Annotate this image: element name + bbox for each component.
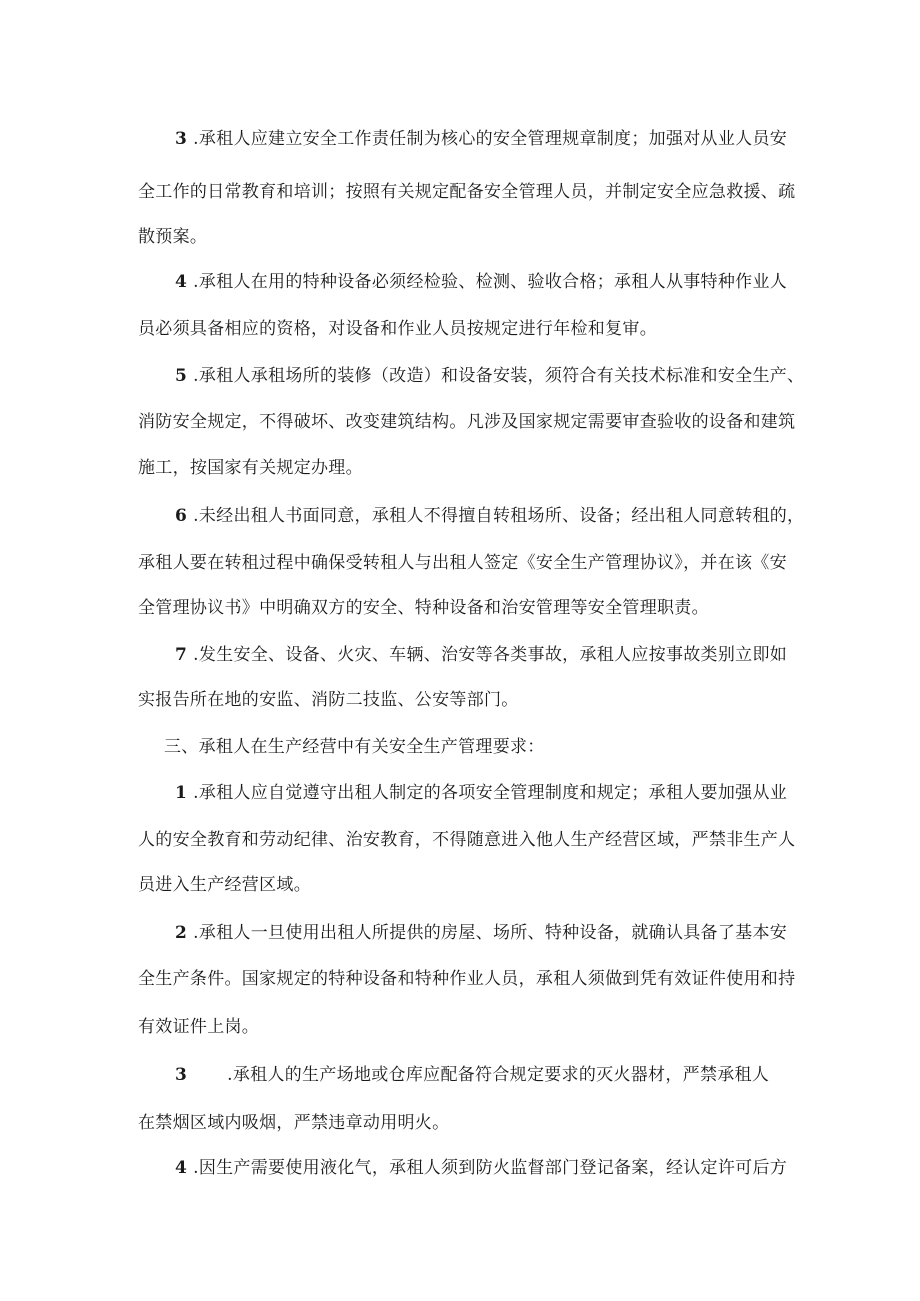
line-text: .未经出租人书面同意，承租人不得擅自转租场所、设备；经出租人同意转租的，	[193, 506, 805, 526]
item-number: 4	[175, 272, 188, 292]
line-text: 承租人要在转租过程中确保受转租人与出租人签定《安全生产管理协议》，并在该《安	[138, 553, 787, 573]
line-text: 三、承租人在生产经营中有关安全生产管理要求：	[164, 737, 545, 757]
paragraph-line	[175, 365, 804, 387]
paragraph-line	[138, 597, 709, 619]
line-text: .承租人承租场所的装修（改造）和设备安装，须符合有关技术标准和安全生产、	[193, 366, 805, 386]
paragraph-line	[175, 922, 787, 944]
line-text: 有效证件上岗。	[138, 1017, 260, 1037]
paragraph-line	[138, 968, 795, 990]
item-number: 6	[175, 506, 188, 526]
line-text: .承租人在用的特种设备必须经检验、检测、验收合格；承租人从事特种作业人	[193, 272, 788, 292]
line-text: .承租人应建立安全工作责任制为核心的安全管理规章制度；加强对从业人员安	[193, 129, 788, 149]
paragraph-line	[138, 552, 787, 574]
paragraph-line	[175, 128, 787, 150]
paragraph-line	[138, 829, 795, 851]
paragraph-line	[138, 318, 657, 340]
paragraph-line	[138, 226, 207, 248]
item-number: 5	[175, 366, 188, 386]
line-text: .承租人的生产场地或仓库应配备符合规定要求的灭火器材，严禁承租人	[227, 1065, 770, 1085]
line-text: 员进入生产经营区域。	[138, 875, 311, 895]
item-number: 3	[175, 1065, 188, 1085]
line-text: 全管理协议书》中明确双方的安全、特种设备和治安管理等安全管理职责。	[138, 598, 709, 618]
line-text: 消防安全规定，不得破坏、改变建筑结构。凡涉及国家规定需要审查验收的设备和建筑	[138, 412, 796, 432]
line-text: 在禁烟区域内吸烟，严禁违章动用明火。	[138, 1113, 450, 1133]
item-number: 3	[175, 129, 188, 149]
line-text: .因生产需要使用液化气，承租人须到防火监督部门登记备案，经认定许可后方	[193, 1158, 788, 1178]
paragraph-line	[175, 782, 787, 804]
paragraph-line	[138, 689, 519, 711]
paragraph-line	[138, 457, 363, 479]
item-number: 4	[175, 1158, 188, 1178]
paragraph-line	[138, 1016, 259, 1038]
line-text: .承租人一旦使用出租人所提供的房屋、场所、特种设备，就确认具备了基本安	[193, 923, 788, 943]
paragraph-line	[138, 181, 795, 203]
paragraph-line	[175, 1157, 787, 1179]
line-text: 散预案。	[138, 227, 208, 247]
paragraph-line	[175, 271, 787, 293]
line-text: 施工，按国家有关规定办理。	[138, 458, 363, 478]
section-heading	[164, 736, 545, 758]
line-text: .承租人应自觉遵守出租人制定的各项安全管理制度和规定；承租人要加强从业	[193, 783, 788, 803]
line-text: 员必须具备相应的资格，对设备和作业人员按规定进行年检和复审。	[138, 319, 657, 339]
paragraph-line	[138, 411, 795, 433]
line-text: 全生产条件。国家规定的特种设备和特种作业人员，承租人须做到凭有效证件使用和持	[138, 969, 796, 989]
paragraph-line	[138, 874, 311, 896]
line-text: 人的安全教育和劳动纪律、治安教育，不得随意进入他人生产经营区域，严禁非生产人	[138, 830, 796, 850]
item-number: 1	[175, 783, 188, 803]
line-text: 实报告所在地的安监、消防二技监、公安等部门。	[138, 690, 519, 710]
item-number: 7	[175, 645, 188, 665]
item-number: 2	[175, 923, 188, 943]
paragraph-line	[138, 1112, 449, 1134]
line-text: 全工作的日常教育和培训；按照有关规定配备安全管理人员，并制定安全应急救援、疏	[138, 182, 796, 202]
paragraph-line	[175, 505, 804, 527]
paragraph-line	[175, 1064, 769, 1086]
paragraph-line	[175, 644, 787, 666]
line-text: .发生安全、设备、火灾、车辆、治安等各类事故，承租人应按事故类别立即如	[193, 645, 788, 665]
